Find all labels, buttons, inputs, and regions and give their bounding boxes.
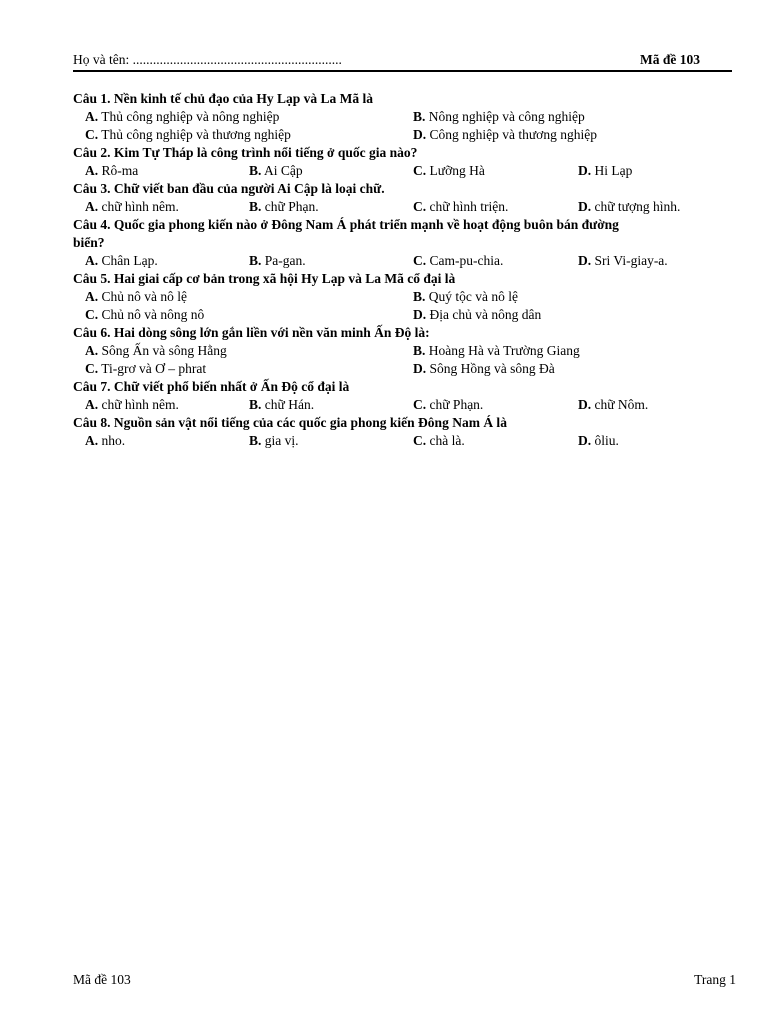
option-c: C. chữ Phạn. [413, 397, 484, 412]
student-name-line: Họ và tên: .............................................................. [73, 52, 342, 67]
option-b: B. chữ Phạn. [249, 199, 319, 214]
page-header [73, 52, 732, 72]
option-a: A. Chủ nô và nô lệ [85, 289, 187, 304]
option-c: C. Chủ nô và nông nô [85, 307, 205, 322]
question-text: Câu 8. Nguồn sản vật nổi tiếng của các quốc gia phong kiến Đông Nam Á là [73, 415, 507, 430]
question-5 [73, 270, 733, 324]
option-a: A. chữ hình nêm. [85, 397, 179, 412]
option-a: A. Rô-ma [85, 163, 139, 178]
question-text: Câu 3. Chữ viết ban đầu của người Ai Cập là loại chữ. [73, 181, 385, 196]
option-d: D. Công nghiệp và thương nghiệp [413, 127, 597, 142]
option-d: D. chữ Nôm. [578, 397, 649, 412]
option-b: B. chữ Hán. [249, 397, 315, 412]
exam-code: Mã đề 103 [640, 52, 700, 67]
option-a: A. Thủ công nghiệp và nông nghiệp [85, 109, 280, 124]
question-text: Câu 7. Chữ viết phổ biến nhất ở Ấn Độ cổ đại là [73, 379, 350, 394]
option-b: B. Quý tộc và nô lệ [413, 289, 518, 304]
option-c: C. Ti-grơ và Ơ – phrat [85, 361, 207, 376]
option-b: B. gia vị. [249, 433, 299, 448]
option-a: A. chữ hình nêm. [85, 199, 179, 214]
option-d: D. Sông Hồng và sông Đà [413, 361, 555, 376]
option-d: D. Địa chủ và nông dân [413, 307, 542, 322]
option-c: C. Thủ công nghiệp và thương nghiệp [85, 127, 291, 142]
option-b: B. Pa-gan. [249, 253, 306, 268]
question-list [73, 90, 733, 450]
footer-exam-code: Mã đề 103 [73, 972, 131, 987]
option-b: B. Hoàng Hà và Trường Giang [413, 343, 580, 358]
option-c: C. Lưỡng Hà [413, 163, 485, 178]
option-d: D. Sri Vi-giay-a. [578, 253, 668, 268]
question-1 [73, 90, 733, 144]
question-text: Câu 1. Nền kinh tế chủ đạo của Hy Lạp và La Mã là [73, 91, 374, 106]
option-d: D. ôliu. [578, 433, 619, 448]
option-c: C. Cam-pu-chia. [413, 253, 504, 268]
option-d: D. Hi Lạp [578, 163, 633, 178]
question-6 [73, 324, 733, 378]
option-d: D. chữ tượng hình. [578, 199, 681, 214]
question-text-continued: biển? [73, 235, 105, 250]
option-c: C. chà là. [413, 433, 465, 448]
footer-page-number: Trang 1 [694, 972, 736, 987]
option-a: A. nho. [85, 433, 126, 448]
question-7 [73, 378, 733, 414]
option-b: B. Ai Cập [249, 163, 303, 178]
question-3 [73, 180, 733, 216]
option-c: C. chữ hình triện. [413, 199, 509, 214]
option-a: A. Sông Ấn và sông Hằng [85, 343, 227, 358]
question-2 [73, 144, 733, 180]
question-text: Câu 4. Quốc gia phong kiến nào ở Đông Nam Á phát triển mạnh về hoạt động buôn bán đường [73, 217, 619, 232]
question-4 [73, 216, 733, 270]
option-a: A. Chân Lạp. [85, 253, 158, 268]
question-text: Câu 2. Kim Tự Tháp là công trình nổi tiếng ở quốc gia nào? [73, 145, 418, 160]
question-text: Câu 6. Hai dòng sông lớn gắn liền với nền văn minh Ấn Độ là: [73, 325, 430, 340]
option-b: B. Nông nghiệp và công nghiệp [413, 109, 585, 124]
question-8 [73, 414, 733, 450]
question-text: Câu 5. Hai giai cấp cơ bản trong xã hội Hy Lạp và La Mã cổ đại là [73, 271, 456, 286]
